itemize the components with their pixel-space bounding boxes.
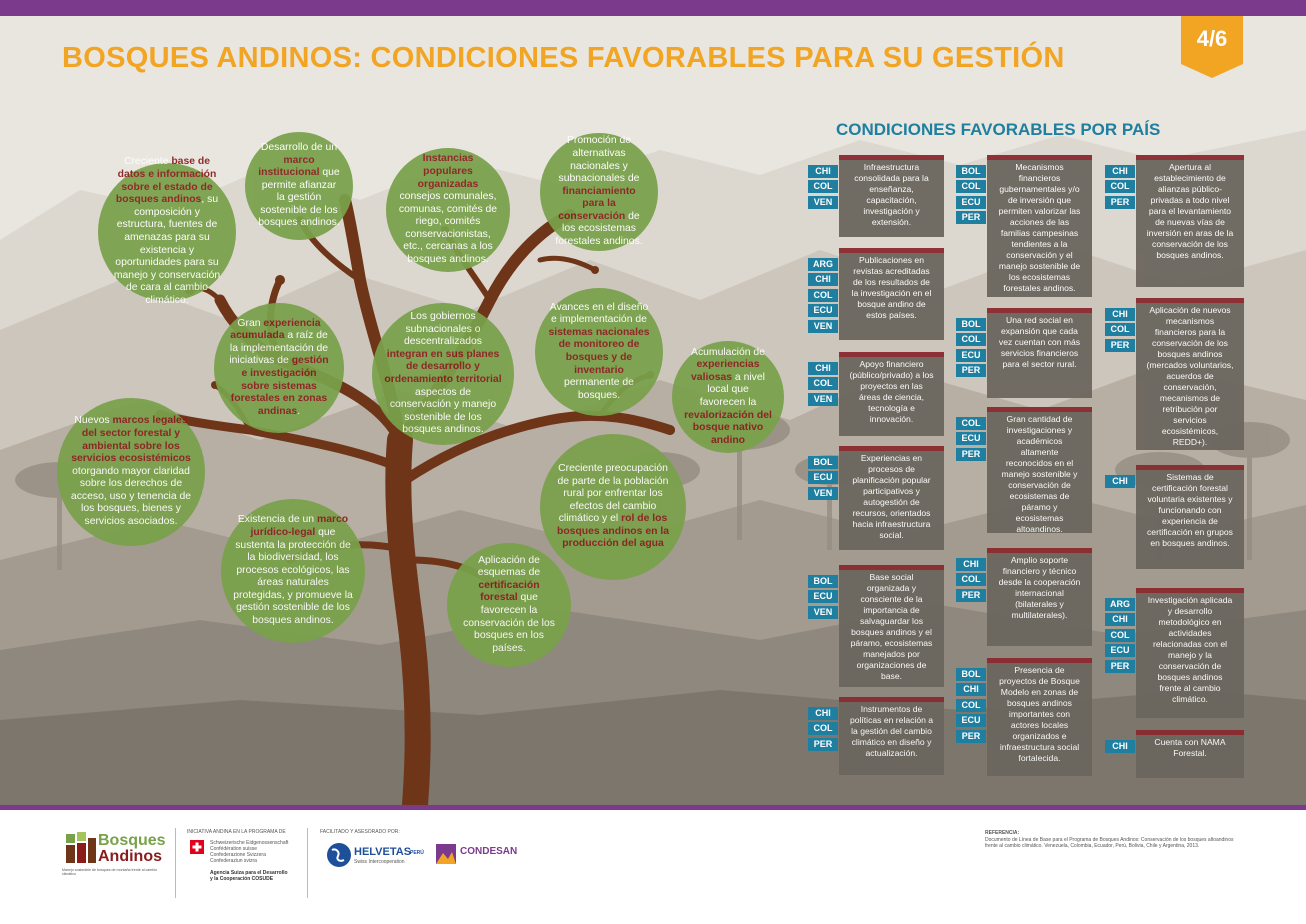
- swiss-line-3: Confederazione Svizzera: [210, 852, 266, 858]
- swiss-flag-icon: [190, 840, 204, 854]
- country-tag: COL: [956, 180, 986, 193]
- country-tags: [1105, 740, 1135, 755]
- footer-divider-2: [307, 828, 308, 898]
- condition-card: [1136, 155, 1244, 287]
- bubble-text: , su composición y estructura, fuentes de amenazas para su existencia y oportunidades para su manejo y conservación de cara al cambio climático.: [113, 194, 221, 306]
- country-tag: COL: [808, 377, 838, 390]
- bubble-text: que permite afianzar la gestión sostenible de los bosques andinos.: [258, 167, 340, 229]
- bubble-text: otorgando mayor claridad sobre los derechos de acceso, uso y tenencia de los bosques, bienes y servicios asociados.: [70, 465, 192, 528]
- condition-text: Infraestructura consolidada para la enseñanza, capacitación, investigación y extensión.: [854, 162, 929, 227]
- country-tags: [1105, 165, 1135, 211]
- country-tag: PER: [956, 589, 986, 602]
- swiss-agency: Agencia Suiza para el Desarrollo y la Cooperación COSUDE: [210, 870, 288, 882]
- card-top-line: [839, 248, 944, 253]
- condition-text: Presencia de proyectos de Bosque Modelo en zonas de bosques andinos importantes con actores locales organizados e infraestructura social fortalecida.: [999, 665, 1080, 763]
- swiss-line-2: Confédération suisse: [210, 846, 257, 852]
- bubble-highlight-text: experiencias valiosas: [691, 359, 760, 383]
- reference-text: Documento de Línea de Base para el Programa de Bosques Andinos: Conservación de los bosques altoandinos frente al cambio climático. Venezuela, Colombia, Ecuador, Perú, Bolivia, Chile y Argentina, 2013.: [985, 837, 1234, 849]
- logo-title-2: Andinos: [98, 848, 162, 865]
- helvetas-globe-icon: [326, 842, 352, 868]
- bubble-text: aspectos de conservación y manejo sostenible de los bosques andinos.: [389, 386, 497, 436]
- condition-card: [987, 308, 1092, 398]
- bubble-text: Existencia de un: [237, 514, 317, 526]
- condition-card: [1136, 730, 1244, 778]
- country-tags: [808, 165, 838, 211]
- helvetas-label: HELVETAS: [354, 846, 412, 858]
- condesan-logo-icon: [436, 844, 456, 864]
- bosques-andinos-logo-icon: [62, 830, 98, 866]
- page-number: 4/6: [1196, 26, 1228, 51]
- bubble-highlight-text: marcos legales del sector forestal y ambiental sobre los servicios ecosistémicos: [71, 415, 191, 465]
- country-tag: CHI: [808, 165, 838, 178]
- bubble-gobiernos-subnacionales: [372, 303, 514, 445]
- card-top-line: [987, 658, 1092, 663]
- bubble-highlight-text: revalorización del bosque nativo andino: [684, 409, 772, 446]
- condition-card: [1136, 465, 1244, 569]
- country-tag: PER: [956, 211, 986, 224]
- condition-card: [1136, 588, 1244, 718]
- bubble-text: Promoción de alternativas nacionales y subnacionales de: [558, 135, 640, 185]
- country-tag: PER: [808, 738, 838, 751]
- condition-card: [839, 248, 944, 340]
- bubble-highlight-text: experiencia acumulada: [230, 317, 321, 342]
- bubble-text: de los ecosistemas forestales andinos.: [555, 210, 643, 248]
- bubble-text: permanente de bosques.: [564, 377, 634, 401]
- country-tag: ARG: [808, 258, 838, 271]
- bubble-text: .: [297, 405, 301, 417]
- bubble-cambio-climatico: [540, 434, 686, 580]
- country-tags: [956, 558, 986, 604]
- bubble-highlight-text: marco jurídico-legal: [250, 514, 349, 538]
- bubble-highlight-text: certificación forestal: [478, 579, 540, 604]
- bubble-experiencia-acumulada: [214, 303, 344, 433]
- country-tag: CHI: [808, 273, 838, 286]
- bubble-text: Los gobiernos subnacionales o descentralizados: [404, 311, 482, 348]
- condition-text: Una red social en expansión que cada vez cuentan con más servicios financieros para el sector rural.: [998, 315, 1081, 369]
- country-tag: CHI: [808, 707, 838, 720]
- bubble-text: que favorecen la conservación de los bosques en los países.: [463, 592, 555, 654]
- swiss-line-4: Confederaziun svizra: [210, 858, 257, 864]
- country-tag: CHI: [1105, 613, 1135, 626]
- page-number-badge: [1181, 16, 1243, 78]
- country-tags: [808, 707, 838, 753]
- footer: [0, 810, 1306, 924]
- bubble-highlight-text: financiamiento para la conservación: [558, 185, 636, 222]
- condition-card: [839, 565, 944, 687]
- country-tag: ARG: [1105, 598, 1135, 611]
- condition-card: [987, 407, 1092, 533]
- helvetas-country: PERÚ: [410, 850, 424, 856]
- bubble-highlight-text: base de datos e información sobre el estado de bosques andinos: [115, 156, 217, 206]
- bubble-text: Avances en el diseño e implementación de: [549, 301, 649, 326]
- country-tag: CHI: [1105, 475, 1135, 488]
- country-tag: COL: [956, 573, 986, 586]
- country-tag: PER: [1105, 196, 1135, 209]
- card-top-line: [839, 697, 944, 702]
- country-tag: PER: [956, 364, 986, 377]
- condition-card: [839, 697, 944, 775]
- country-tag: BOL: [956, 318, 986, 331]
- country-tag: CHI: [1105, 165, 1135, 178]
- country-tag: BOL: [808, 456, 838, 469]
- bubble-text: Gran: [237, 317, 264, 329]
- swiss-label: INICIATIVA ANDINA EN LA PROGRAMA DE: [187, 829, 286, 835]
- country-tag: ECU: [808, 590, 838, 603]
- condition-text: Cuenta con NAMA Forestal.: [1154, 737, 1226, 758]
- country-tag: PER: [956, 448, 986, 461]
- country-tag: COL: [956, 417, 986, 430]
- country-tags: [808, 258, 838, 335]
- condition-text: Aplicación de nuevos mecanismos financieros para la conservación de los bosques andinos (mercados voluntarios, acuerdos de conservación, mecanismos de retribución por servicios ecosistémicos, REDD+).: [1146, 305, 1234, 447]
- condition-card: [987, 658, 1092, 776]
- bubble-text: a nivel local que favorecen la: [699, 371, 765, 408]
- country-tag: CHI: [808, 362, 838, 375]
- condition-text: Mecanismos financieros gubernamentales y/o de inversión que permiten valorizar las acciones de las familias campesinas tendientes a la conservación y el manejo sostenible de los ecosistemas forestales andinos.: [998, 162, 1081, 293]
- country-tags: [1105, 308, 1135, 354]
- country-tag: COL: [1105, 180, 1135, 193]
- country-tag: ECU: [956, 432, 986, 445]
- bubble-instancias-populares: [386, 148, 510, 272]
- bubble-highlight-text: gestión e investigación sobre sistemas forestales en zonas andinas: [230, 355, 329, 417]
- country-tag: PER: [1105, 339, 1135, 352]
- condition-text: Publicaciones en revistas acreditadas de los resultados de la investigación en el bosque andino de estos países.: [851, 255, 932, 320]
- condition-text: Apoyo financiero (público/privado) a los proyectos en las áreas de ciencia, tecnología e innovación.: [849, 359, 934, 424]
- bubble-text: Creciente preocupación de parte de la población rural por enfrentar los efectos del cambio climático y el: [557, 462, 669, 525]
- card-top-line: [1136, 298, 1244, 303]
- condition-text: Sistemas de certificación forestal voluntaria existentes y funcionando con experiencia de certificación en grupos en bosques andinos.: [1147, 472, 1233, 548]
- condesan-label: CONDESAN: [460, 846, 518, 857]
- bubble-text: Desarrollo de un: [260, 141, 338, 153]
- bubble-financiamiento: [540, 133, 658, 251]
- country-tag: BOL: [956, 668, 986, 681]
- helvetas-sub: Swiss Intercooperation: [354, 859, 405, 865]
- country-tag: ECU: [956, 196, 986, 209]
- bubble-text: Creciente: [123, 156, 172, 168]
- bubble-experiencias-valiosas: [672, 341, 784, 453]
- bubble-highlight-text: Instancias populares organizadas: [417, 153, 479, 190]
- bubble-marco-juridico: [221, 499, 365, 643]
- card-top-line: [839, 565, 944, 570]
- card-top-line: [839, 446, 944, 451]
- country-tags: [808, 362, 838, 408]
- country-tag: BOL: [956, 165, 986, 178]
- country-tag: CHI: [956, 683, 986, 696]
- page-title: BOSQUES ANDINOS: CONDICIONES FAVORABLES PARA SU GESTIÓN: [62, 42, 1065, 74]
- logo-tagline: Manejo sostenible de bosques de montaña frente al cambio climático: [62, 868, 158, 876]
- card-top-line: [839, 155, 944, 160]
- swiss-line-1: Schweizerische Eidgenossenschaft: [210, 840, 289, 846]
- country-tag: PER: [1105, 660, 1135, 673]
- country-tag: CHI: [956, 558, 986, 571]
- logo-title-1: Bosques: [98, 832, 166, 849]
- card-top-line: [1136, 155, 1244, 160]
- bubble-text: Acumulación de: [691, 346, 765, 358]
- card-top-line: [839, 352, 944, 357]
- country-tag: ECU: [956, 349, 986, 362]
- country-tag: VEN: [808, 606, 838, 619]
- card-top-line: [987, 155, 1092, 160]
- country-tags: [808, 575, 838, 621]
- reference-title: REFERENCIA:: [985, 830, 1020, 836]
- condition-text: Experiencias en procesos de planificación popular participativos y autogestión de recursos, orientados hacia infraestructura social.: [852, 453, 931, 540]
- card-top-line: [987, 548, 1092, 553]
- facilitated-label: FACILITADO Y ASESORADO POR:: [320, 829, 400, 835]
- country-tag: COL: [808, 180, 838, 193]
- bubble-marcos-legales: [57, 398, 205, 546]
- country-tag: COL: [808, 289, 838, 302]
- country-tags: [808, 456, 838, 502]
- condition-text: Apertura al establecimiento de alianzas público-privadas a todo nivel para el levantamiento de nuevas vías de inversión en aras de la conservación de los bosques andinos.: [1146, 162, 1234, 260]
- bubble-highlight-text: sistemas nacionales de monitoreo de bosques y de inventario: [548, 326, 650, 376]
- country-tag: ECU: [808, 304, 838, 317]
- country-tags: [956, 668, 986, 745]
- footer-divider: [175, 828, 176, 898]
- condition-card: [839, 155, 944, 237]
- country-tags: [1105, 598, 1135, 675]
- country-tag: BOL: [808, 575, 838, 588]
- country-tag: ECU: [808, 471, 838, 484]
- country-tag: ECU: [1105, 644, 1135, 657]
- card-top-line: [1136, 465, 1244, 470]
- country-tag: CHI: [1105, 740, 1135, 753]
- country-tag: VEN: [808, 196, 838, 209]
- condition-card: [987, 548, 1092, 646]
- bubble-text: consejos comunales, comunas, comités de riego, comités conservacionistas, etc., cercanas a los bosques andinos.: [398, 191, 498, 266]
- card-top-line: [987, 407, 1092, 412]
- bubble-text: Nuevos: [74, 415, 113, 427]
- bubble-monitoreo: [535, 288, 663, 416]
- bubble-certificacion: [447, 543, 571, 667]
- country-tag: COL: [808, 722, 838, 735]
- card-top-line: [1136, 730, 1244, 735]
- bubble-text: Aplicación de esquemas de: [477, 554, 541, 579]
- top-bar: [0, 0, 1306, 16]
- condition-card: [839, 352, 944, 436]
- country-tag: VEN: [808, 393, 838, 406]
- country-tags: [956, 165, 986, 227]
- section-subtitle: CONDICIONES FAVORABLES POR PAÍS: [836, 120, 1161, 139]
- bubble-marco-institucional: [245, 132, 353, 240]
- bubble-text: a raíz de la implementación de iniciativas de: [229, 330, 329, 367]
- country-tags: [956, 417, 986, 463]
- bubble-text: que sustenta la protección de la biodiversidad, los procesos ecológicos, las áreas naturales protegidas, y promueve la gestión sostenible de los bosques andinos.: [233, 526, 353, 627]
- card-top-line: [1136, 588, 1244, 593]
- condition-text: Investigación aplicada y desarrollo metodológico en actividades relacionadas con el manejo y la conservación de bosques andinos frente al cambio climático.: [1147, 595, 1233, 704]
- country-tag: VEN: [808, 320, 838, 333]
- country-tags: [956, 318, 986, 380]
- country-tag: VEN: [808, 487, 838, 500]
- country-tag: COL: [956, 699, 986, 712]
- condition-card: [839, 446, 944, 550]
- country-tag: PER: [956, 730, 986, 743]
- bubble-highlight-text: rol de los bosques andinos en la producción del agua: [556, 513, 669, 550]
- country-tag: ECU: [956, 714, 986, 727]
- bubble-highlight-text: marco institucional: [258, 154, 320, 179]
- bubble-base-datos: [98, 156, 236, 306]
- condition-text: Instrumentos de políticas en relación a la gestión del cambio climático en diseño y actualización.: [849, 704, 934, 758]
- condition-text: Amplio soporte financiero y técnico desde la cooperación internacional (bilaterales y multilaterales).: [998, 555, 1081, 620]
- country-tag: COL: [956, 333, 986, 346]
- country-tag: CHI: [1105, 308, 1135, 321]
- condition-card: [987, 155, 1092, 297]
- condition-text: Gran cantidad de investigaciones y académicos altamente reconocidos en el manejo sostenible y conservación de ecosistemas de páramo y ecosistemas altoandinos.: [1001, 414, 1078, 534]
- card-top-line: [987, 308, 1092, 313]
- bubble-highlight-text: integran en sus planes de desarrollo y ordenamiento territorial: [384, 348, 502, 385]
- condition-text: Base social organizada y consciente de la importancia de salvaguardar los bosques andinos y el páramo, ecosistemas manejados por organizaciones de base.: [850, 572, 933, 681]
- country-tags: [1105, 475, 1135, 490]
- country-tag: COL: [1105, 323, 1135, 336]
- country-tag: COL: [1105, 629, 1135, 642]
- condition-card: [1136, 298, 1244, 450]
